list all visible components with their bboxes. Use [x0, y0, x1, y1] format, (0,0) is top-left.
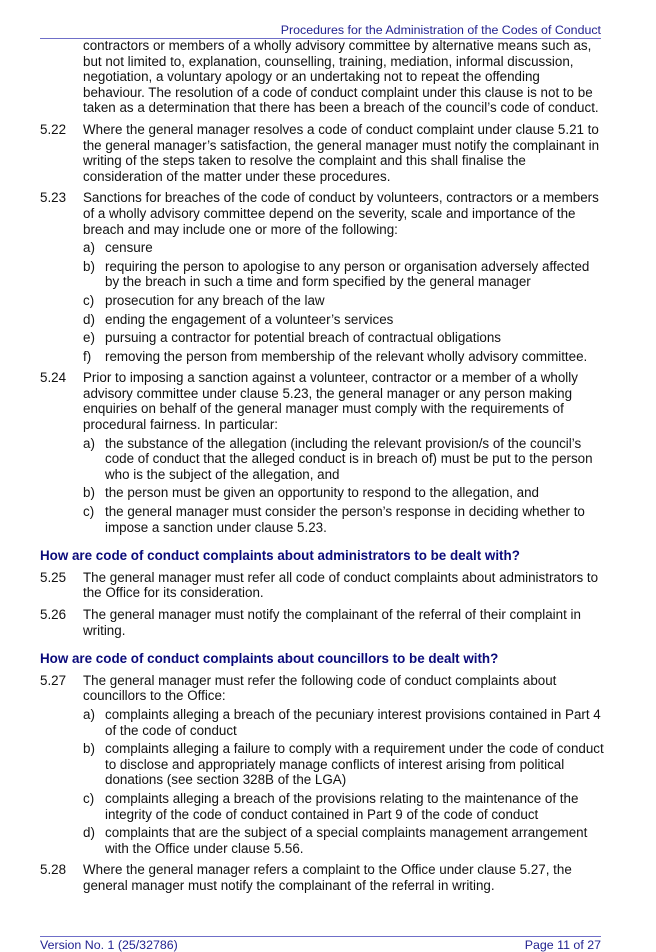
- clause-number: 5.27: [40, 672, 67, 688]
- list-item-text: the substance of the allegation (including the relevant provision/s of the council’s code of conduct that the alleged conduct is in breach of) must be put to the person who is the subject of the allegation, and: [105, 435, 593, 482]
- clause-5-27: [40, 673, 604, 857]
- clause-number: 5.28: [40, 862, 67, 878]
- list-item-text: complaints alleging a failure to comply with a requirement under the code of conduct to disclose and appropriately manage conflicts of interest arising from political donations (see section 328B of the LGA): [105, 741, 604, 788]
- clause-number: 5.23: [40, 190, 67, 206]
- list-item-text: removing the person from membership of the relevant wholly advisory committee.: [105, 348, 588, 364]
- list-item: [83, 825, 604, 856]
- list-item-text: censure: [105, 240, 153, 256]
- section-heading-councillors: How are code of conduct complaints about councillors to be dealt with?: [40, 651, 499, 667]
- list-item-text: the person must be given an opportunity to respond to the allegation, and: [105, 485, 540, 501]
- list-marker: b): [83, 485, 95, 501]
- list-item-text: complaints alleging a breach of the provisions relating to the maintenance of the integrity of the code of conduct contained in Part 9 of the code of conduct: [105, 790, 579, 822]
- clause-text: Prior to imposing a sanction against a volunteer, contractor or a member of a wholly advisory committee under clause 5.23, the general manager or any person making enquiries on behalf of the general manager must comply with the requirements of procedural fairness. In particular:: [83, 370, 578, 433]
- list-marker: d): [83, 311, 95, 327]
- list-item: [83, 293, 604, 309]
- clause-text: Where the general manager refers a complaint to the Office under clause 5.27, the general manager must notify the complainant of the referral in writing.: [83, 862, 572, 893]
- clause-text: The general manager must refer all code of conduct complaints about administrators to the Office for its consideration.: [83, 569, 599, 601]
- list-item: [83, 312, 604, 328]
- clause-text: The general manager must notify the complainant of the referral of their complaint in writing.: [83, 607, 581, 638]
- clause-number: 5.26: [40, 607, 67, 622]
- list-item: [83, 349, 604, 365]
- clause-5-23: [40, 190, 604, 364]
- page-content: [40, 38, 604, 894]
- running-header: Procedures for the Administration of the Codes of Conduct: [280, 23, 601, 37]
- clause-number: 5.25: [40, 569, 67, 585]
- list-marker: d): [83, 825, 95, 841]
- list-marker: a): [83, 706, 95, 722]
- list-item: [83, 436, 604, 483]
- list-item-text: complaints alleging a breach of the pecuniary interest provisions contained in Part 4 of the code of conduct: [105, 706, 601, 738]
- footer-divider: [40, 936, 601, 937]
- list-marker: f): [83, 348, 92, 364]
- clause-5-25: [40, 570, 604, 601]
- list-item: [83, 741, 604, 788]
- list-item: [83, 485, 604, 501]
- list-marker: c): [83, 292, 95, 308]
- list-item-text: the general manager must consider the person’s response in deciding whether to impose a sanction under clause 5.23.: [105, 504, 585, 535]
- list-item: [83, 240, 604, 256]
- page-number: Page 11 of 27: [524, 938, 601, 952]
- list-marker: e): [83, 330, 95, 346]
- list-marker: c): [83, 504, 95, 520]
- list-item-text: prosecution for any breach of the law: [105, 292, 325, 308]
- list-item: [83, 504, 604, 535]
- section-heading-administrators: How are code of conduct complaints about administrators to be dealt with?: [40, 548, 520, 564]
- clause-5-22: [40, 122, 604, 184]
- clause-5-28: [40, 862, 604, 893]
- list-marker: b): [83, 741, 95, 757]
- list-item: [83, 791, 604, 822]
- list-marker: c): [83, 790, 95, 806]
- version-number: Version No. 1 (25/32786): [40, 938, 178, 952]
- clause-number: 5.22: [40, 121, 67, 137]
- clause-number: 5.24: [40, 370, 67, 386]
- list-item: [83, 259, 604, 290]
- list-item-text: pursuing a contractor for potential breach of contractual obligations: [105, 330, 502, 346]
- list-item: [83, 330, 604, 346]
- list-marker: a): [83, 240, 95, 256]
- clause-text: Sanctions for breaches of the code of conduct by volunteers, contractors or a members of a wholly advisory committee depend on the severity, scale and importance of the breach and may include one or more of the following:: [83, 190, 599, 237]
- clause-5-26: [40, 607, 604, 638]
- list-marker: a): [83, 435, 95, 451]
- clause-text: The general manager must refer the following code of conduct complaints about councillors to the Office:: [83, 672, 557, 704]
- clause-text: Where the general manager resolves a code of conduct complaint under clause 5.21 to the general manager’s satisfaction, the general manager must notify the complainant in writing of the steps taken to resolve the complaint and this shall finalise the consideration of the matter under these procedures.: [83, 121, 600, 184]
- continued-paragraph: contractors or members of a wholly advisory committee by alternative means such as, but not limited to, explanation, counselling, training, mediation, informal discussion, negotiation, a voluntary apology or an undertaking not to repeat the offending behaviour. The resolution of a code of conduct complaint under this clause is not to be taken as a determination that there has been a breach of the council’s code of conduct.: [83, 38, 599, 116]
- list-item-text: requiring the person to apologise to any person or organisation adversely affected by the breach in such a time and form specified by the general manager: [105, 258, 590, 290]
- list-item-text: complaints that are the subject of a special complaints management arrangement with the Office under clause 5.56.: [105, 825, 588, 856]
- list-item-text: ending the engagement of a volunteer’s services: [105, 311, 394, 327]
- list-marker: b): [83, 258, 95, 274]
- clause-5-24: [40, 370, 604, 535]
- list-item: [83, 707, 604, 738]
